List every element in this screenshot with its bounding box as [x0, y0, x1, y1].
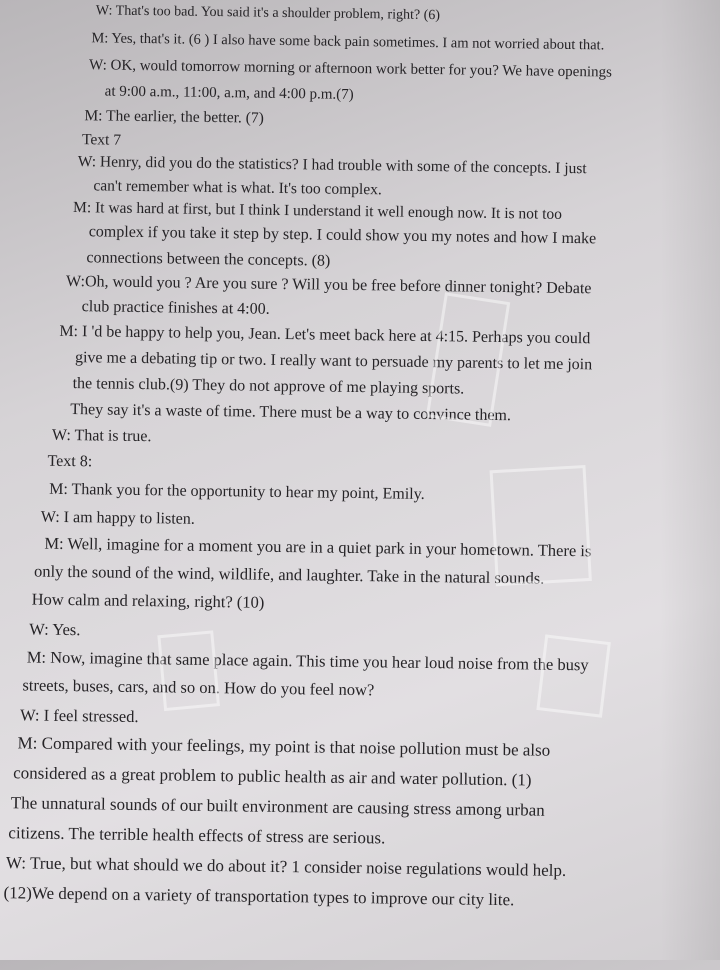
- text-line: M: I 'd be happy to help you, Jean. Let's meet back here at 4:15. Perhaps you could: [59, 322, 591, 348]
- text-line: M: Yes, that's it. (6 ) I also have some back pain sometimes. I am not worried about that.: [91, 30, 605, 54]
- text-line: M: Compared with your feelings, my point is that noise pollution must be also: [17, 733, 551, 760]
- text-line: W: Henry, did you do the statistics? I had trouble with some of the concepts. I just: [77, 153, 587, 178]
- text-line: only the sound of the wind, wildlife, and laughter. Take in the natural sounds.: [33, 561, 545, 588]
- text-line: M: Well, imagine for a moment you are in a quiet park in your hometown. There is: [44, 533, 592, 561]
- text-line: give me a debating tip or two. I really want to persuade my parents to let me join: [74, 349, 593, 374]
- text-line: M: Thank you for the opportunity to hear my point, Emily.: [49, 480, 425, 503]
- watermark-shape: [536, 634, 611, 717]
- text-line: W: OK, would tomorrow morning or afternoon work better for you? We have openings: [88, 57, 613, 81]
- text-line: M: It was hard at first, but I think I understand it well enough now. It is not too: [72, 199, 563, 223]
- watermark-shape: [157, 630, 220, 711]
- text-line: club practice finishes at 4:00.: [81, 298, 270, 318]
- text-line: connections between the concepts. (8): [86, 249, 331, 270]
- section-heading: Text 8:: [47, 452, 93, 471]
- text-line: W: I feel stressed.: [19, 705, 139, 727]
- page-shadow: [660, 0, 720, 960]
- watermark-shape: [490, 465, 592, 586]
- text-line: citizens. The terrible health effects of stress are serious.: [8, 823, 386, 848]
- text-line: W:Oh, would you ? Are you sure ? Will you be free before dinner tonight? Debate: [65, 272, 592, 298]
- text-line: How calm and relaxing, right? (10): [31, 589, 265, 612]
- text-line: M: Now, imagine that same place again. This time you hear loud noise from the busy: [26, 647, 589, 675]
- text-line: W: I am happy to listen.: [40, 508, 195, 528]
- text-line: streets, buses, cars, and so on. How do you feel now?: [22, 675, 375, 700]
- text-line: at 9:00 a.m., 11:00, a.m, and 4:00 p.m.(7): [104, 83, 354, 103]
- text-line: They say it's a waste of time. There must be a way to convince them.: [70, 401, 512, 425]
- text-line: considered as a great problem to public health as air and water pollution. (1): [13, 763, 532, 790]
- text-line: W: True, but what should we do about it? 1 consider noise regulations would help.: [5, 853, 567, 880]
- text-line: W: That's too bad. You said it's a shoulder problem, right? (6): [95, 3, 441, 24]
- text-line: can't remember what is what. It's too complex.: [93, 177, 382, 199]
- section-heading: Text 7: [81, 131, 122, 149]
- text-line: (12)We depend on a variety of transportation types to improve our city lite.: [3, 883, 515, 910]
- text-line: W: That is true.: [51, 426, 152, 446]
- text-line: The unnatural sounds of our built environment are causing stress among urban: [10, 793, 545, 820]
- text-line: the tennis club.(9) They do not approve of me playing sports.: [72, 375, 465, 398]
- text-line: complex if you take it step by step. I could show you my notes and how I make: [88, 223, 597, 248]
- text-line: W: Yes.: [29, 619, 81, 640]
- text-line: M: The earlier, the better. (7): [84, 107, 264, 127]
